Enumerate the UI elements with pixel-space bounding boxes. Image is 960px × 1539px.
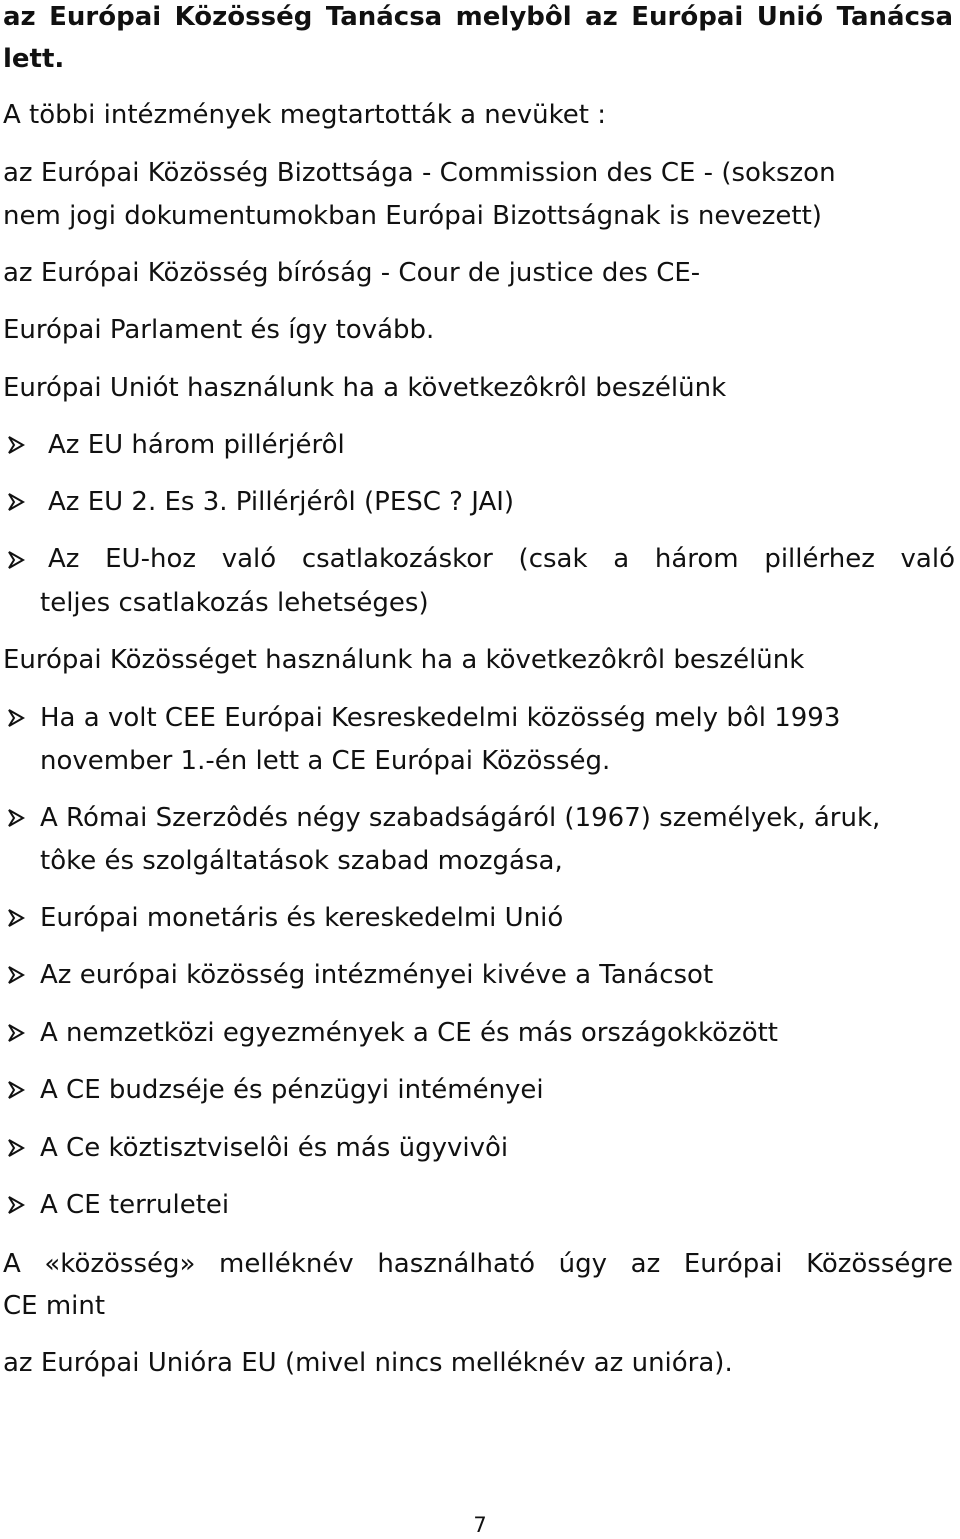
arrowhead-bullet-icon — [5, 1190, 27, 1220]
community-item-3: Európai monetáris és kereskedelmi Unió — [40, 903, 564, 933]
community-item-7: A Ce köztisztviselôi és más ügyvivôi — [40, 1133, 509, 1163]
arrowhead-bullet-icon — [5, 545, 27, 575]
page-number: 7 — [473, 1513, 487, 1537]
intro-line-4: nem jogi dokumentumokban Európai Bizottságnak is nevezett) — [3, 201, 822, 231]
community-item-6: A CE budzséje és pénzügyi intéményei — [40, 1075, 544, 1105]
arrowhead-bullet-icon — [5, 960, 27, 990]
community-item-2-cont: tôke és szolgáltatások szabad mozgása, — [40, 846, 563, 876]
community-item-5: A nemzetközi egyezmények a CE és más országokközött — [40, 1018, 778, 1048]
union-item-3: Az EU-hoz való csatlakozáskor (csak a három pillérhez való — [48, 544, 955, 574]
intro-line-5: az Európai Közösség bíróság - Cour de justice des CE- — [3, 258, 701, 288]
closing-line-1: A «közösség» melléknév használható úgy az Európai Közösségre — [3, 1249, 953, 1279]
community-section-heading: Európai Közösséget használunk ha a következôkrôl beszélünk — [3, 645, 805, 675]
arrowhead-bullet-icon — [5, 703, 27, 733]
community-item-1: Ha a volt CEE Európai Kesreskedelmi közösség mely bôl 1993 — [40, 703, 841, 733]
intro-line-2: A többi intézmények megtartották a nevüket : — [3, 100, 606, 130]
union-item-1: Az EU három pillérjérôl — [48, 430, 345, 460]
intro-line-6: Európai Parlament és így tovább. — [3, 315, 435, 345]
community-item-1-cont: november 1.-én lett a CE Európai Közösség. — [40, 746, 611, 776]
closing-line-2: CE mint — [3, 1291, 106, 1321]
arrowhead-bullet-icon — [5, 903, 27, 933]
arrowhead-bullet-icon — [5, 803, 27, 833]
intro-line-1-end: lett. — [3, 44, 65, 74]
union-item-2: Az EU 2. Es 3. Pillérjérôl (PESC ? JAI) — [48, 487, 515, 517]
community-item-4: Az európai közösség intézményei kivéve a Tanácsot — [40, 960, 714, 990]
union-item-3-cont: teljes csatlakozás lehetséges) — [40, 588, 429, 618]
arrowhead-bullet-icon — [5, 487, 27, 517]
closing-line-3: az Európai Unióra EU (mivel nincs melléknév az unióra). — [3, 1348, 733, 1378]
community-item-8: A CE terruletei — [40, 1190, 230, 1220]
arrowhead-bullet-icon — [5, 1133, 27, 1163]
intro-line-1: az Európai Közösség Tanácsa melybôl az Európai Unió Tanácsa — [3, 2, 953, 32]
arrowhead-bullet-icon — [5, 1075, 27, 1105]
arrowhead-bullet-icon — [5, 430, 27, 460]
arrowhead-bullet-icon — [5, 1018, 27, 1048]
community-item-2: A Római Szerzôdés négy szabadságáról (1967) személyek, áruk, — [40, 803, 881, 833]
union-section-heading: Európai Uniót használunk ha a következôkrôl beszélünk — [3, 373, 727, 403]
intro-line-3: az Európai Közösség Bizottsága - Commission des CE - (sokszon — [3, 158, 836, 188]
